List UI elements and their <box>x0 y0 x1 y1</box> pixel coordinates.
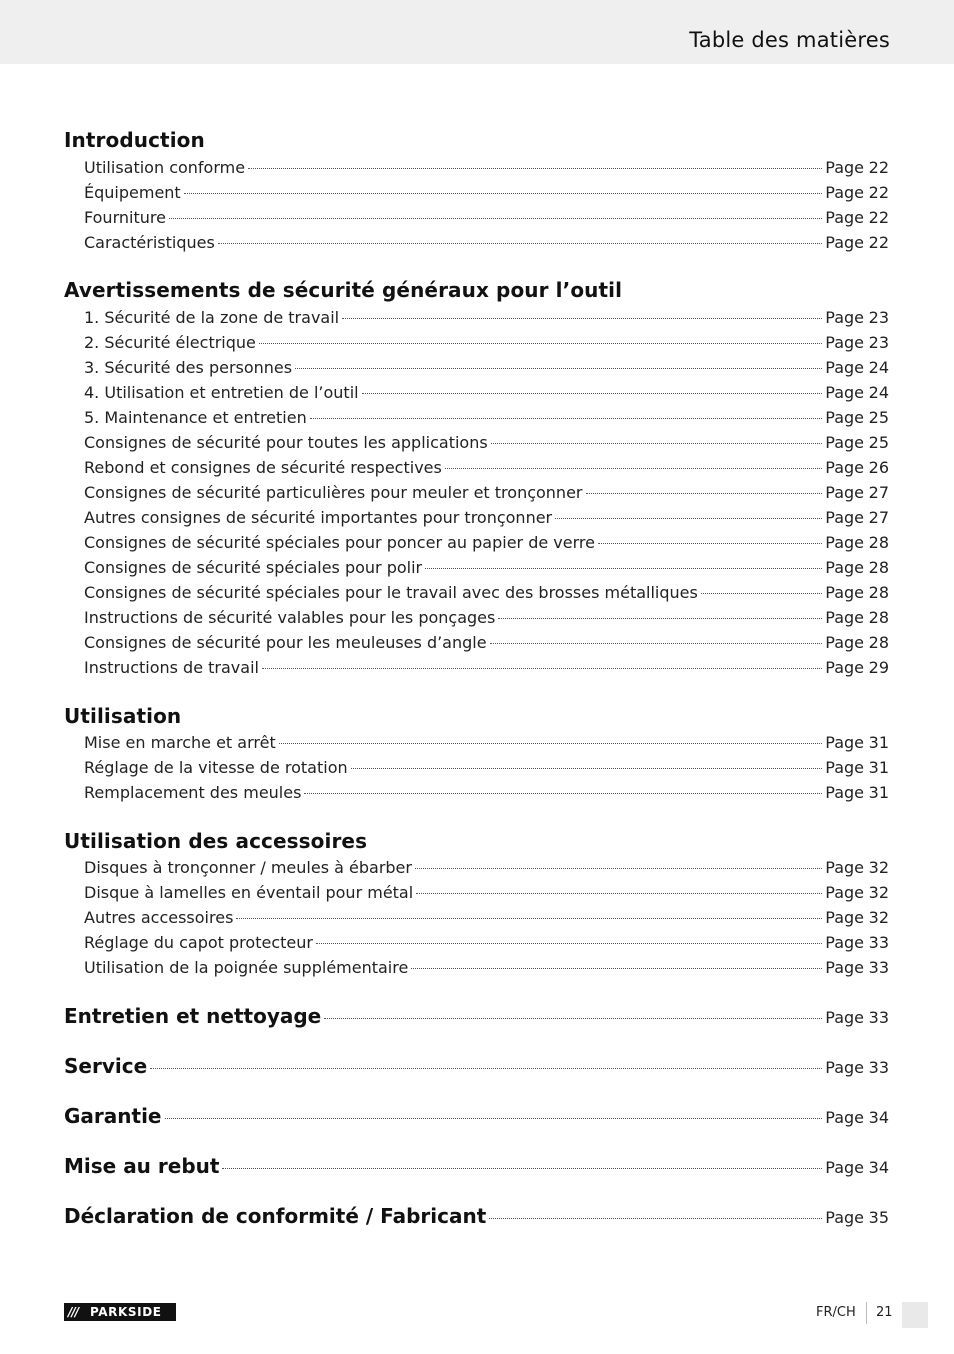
toc-entry-page <box>825 605 889 630</box>
parkside-logo <box>64 1303 176 1321</box>
page-num: 28 <box>868 558 889 577</box>
toc-entry-label: Autres consignes de sécurité importantes pour tronçonner <box>84 508 553 527</box>
toc-entry-label: Consignes de sécurité particulières pour meuler et tronçonner <box>84 483 583 502</box>
toc-entry-label: Instructions de travail <box>84 658 259 677</box>
page-num: 31 <box>868 783 889 802</box>
page-word: Page <box>825 958 864 977</box>
toc-entry-page <box>825 905 889 930</box>
toc-entry-page <box>825 630 889 655</box>
toc-entry[interactable] <box>84 780 889 805</box>
toc-entry-label: Disque à lamelles en éventail pour métal <box>84 883 414 902</box>
toc-entry[interactable] <box>84 205 889 230</box>
toc-entry[interactable] <box>84 405 889 430</box>
dot-leader <box>236 918 822 919</box>
dot-leader <box>498 618 822 619</box>
toc-entry[interactable] <box>84 330 889 355</box>
toc-entry[interactable] <box>84 530 889 555</box>
dot-leader <box>324 1018 822 1019</box>
toc-entry-label: Réglage du capot protecteur <box>84 933 313 952</box>
toc-entry-page <box>825 955 889 980</box>
page-num: 29 <box>868 658 889 677</box>
page-num: 25 <box>868 433 889 452</box>
toc-entry-label: Caractéristiques <box>84 233 215 252</box>
page-num: 33 <box>868 1058 889 1077</box>
page-word: Page <box>825 408 864 427</box>
dot-leader <box>351 768 823 769</box>
page-num: 33 <box>868 1008 889 1027</box>
page-word: Page <box>825 658 864 677</box>
page-num: 28 <box>868 533 889 552</box>
dot-leader <box>491 443 823 444</box>
dot-leader <box>222 1168 822 1169</box>
page-num: 31 <box>868 733 889 752</box>
toc-entry-page <box>825 1053 889 1083</box>
toc-entry[interactable] <box>84 955 889 980</box>
toc-entry[interactable] <box>84 605 889 630</box>
toc-entry[interactable] <box>84 430 889 455</box>
dot-leader <box>310 418 823 419</box>
toc-entry-page <box>825 355 889 380</box>
dot-leader <box>248 168 822 169</box>
page-word: Page <box>825 483 864 502</box>
toc-entry-label: Utilisation conforme <box>84 158 246 177</box>
toc-entry-label: Consignes de sécurité pour toutes les applications <box>84 433 488 452</box>
page-num: 24 <box>868 383 889 402</box>
toc-section-entry[interactable] <box>64 1001 889 1031</box>
toc-entry-label: 4. Utilisation et entretien de l’outil <box>84 383 359 402</box>
page-num: 22 <box>868 158 889 177</box>
page-num: 28 <box>868 608 889 627</box>
page-num: 28 <box>868 583 889 602</box>
dot-leader <box>316 943 822 944</box>
page-word: Page <box>825 1008 864 1027</box>
page-num: 28 <box>868 633 889 652</box>
toc-entry-label: Mise au rebut <box>64 1154 220 1178</box>
toc-entry-label: 5. Maintenance et entretien <box>84 408 307 427</box>
toc-entry-page <box>825 455 889 480</box>
page-num: 34 <box>868 1108 889 1127</box>
toc-entry-page <box>825 230 889 255</box>
dot-leader <box>342 318 822 319</box>
dot-leader <box>295 368 822 369</box>
toc-entry-page <box>825 380 889 405</box>
toc-entry-label: Réglage de la vitesse de rotation <box>84 758 348 777</box>
section-heading: Utilisation <box>64 704 182 728</box>
page-word: Page <box>825 233 864 252</box>
toc-entry-label: 2. Sécurité électrique <box>84 333 256 352</box>
dot-leader <box>411 968 822 969</box>
page-word: Page <box>825 558 864 577</box>
section-heading: Avertissements de sécurité généraux pour l’outil <box>64 278 623 302</box>
section-heading: Utilisation des accessoires <box>64 829 368 853</box>
language-code: FR/CH <box>816 1305 856 1320</box>
dot-leader <box>425 568 822 569</box>
toc-entry-page <box>825 405 889 430</box>
dot-leader <box>150 1068 822 1069</box>
page-word: Page <box>825 1108 864 1127</box>
page-num: 22 <box>868 233 889 252</box>
toc-entry-label: Remplacement des meules <box>84 783 302 802</box>
toc-entry-page <box>825 730 889 755</box>
toc-entry-label: Équipement <box>84 183 181 202</box>
page-word: Page <box>825 908 864 927</box>
toc-entry-label: Autres accessoires <box>84 908 234 927</box>
toc-entry-label: Rebond et consignes de sécurité respectives <box>84 458 442 477</box>
page-word: Page <box>825 308 864 327</box>
page-num: 25 <box>868 408 889 427</box>
toc-entry[interactable] <box>84 480 889 505</box>
page-word: Page <box>825 333 864 352</box>
toc-entry[interactable] <box>84 755 889 780</box>
toc-entry-page <box>825 1203 889 1233</box>
toc-entry[interactable] <box>84 580 889 605</box>
toc-entry-page <box>825 330 889 355</box>
logo-brand-text: PARKSIDE <box>90 1305 162 1319</box>
page-word: Page <box>825 1158 864 1177</box>
page-word: Page <box>825 1058 864 1077</box>
toc-entry[interactable] <box>84 155 889 180</box>
toc-entry[interactable] <box>84 455 889 480</box>
toc-entry[interactable] <box>84 380 889 405</box>
toc-entry[interactable] <box>84 730 889 755</box>
page-num: 33 <box>868 958 889 977</box>
page-title: Table des matières <box>689 28 890 52</box>
dot-leader <box>598 543 822 544</box>
page-word: Page <box>825 158 864 177</box>
toc-entry[interactable] <box>84 880 889 905</box>
dot-leader <box>304 793 822 794</box>
toc-entry-page <box>825 430 889 455</box>
toc-entry-page <box>825 655 889 680</box>
toc-entry[interactable] <box>84 655 889 680</box>
toc-section-entry[interactable] <box>64 1101 889 1131</box>
page-num: 23 <box>868 308 889 327</box>
page-word: Page <box>825 208 864 227</box>
page-num: 34 <box>868 1158 889 1177</box>
toc-entry-page <box>825 755 889 780</box>
page-word: Page <box>825 458 864 477</box>
page-num: 26 <box>868 458 889 477</box>
page-num: 31 <box>868 758 889 777</box>
page-num: 35 <box>868 1208 889 1227</box>
page-num: 33 <box>868 933 889 952</box>
toc-entry-page <box>825 1153 889 1183</box>
page-word: Page <box>825 858 864 877</box>
page-word: Page <box>825 783 864 802</box>
page-number: 21 <box>876 1305 893 1320</box>
toc-entry-page <box>825 1003 889 1033</box>
dot-leader <box>259 343 822 344</box>
toc-entry-label: Consignes de sécurité spéciales pour le travail avec des brosses métalliques <box>84 583 698 602</box>
page-word: Page <box>825 633 864 652</box>
page-word: Page <box>825 183 864 202</box>
dot-leader <box>169 218 822 219</box>
toc-entry-label: Disques à tronçonner / meules à ébarber <box>84 858 412 877</box>
toc-entry-label: Déclaration de conformité / Fabricant <box>64 1204 487 1228</box>
toc-entry-page <box>825 555 889 580</box>
toc-entry[interactable] <box>84 355 889 380</box>
toc-entry-label: Consignes de sécurité spéciales pour polir <box>84 558 423 577</box>
toc-entry-label: Garantie <box>64 1104 162 1128</box>
page-word: Page <box>825 433 864 452</box>
toc-entry[interactable] <box>84 905 889 930</box>
toc-entry-page <box>825 855 889 880</box>
page-num: 32 <box>868 883 889 902</box>
page-num: 24 <box>868 358 889 377</box>
toc-entry-label: Mise en marche et arrêt <box>84 733 276 752</box>
dot-leader <box>218 243 822 244</box>
dot-leader <box>165 1118 823 1119</box>
footer-divider <box>866 1302 867 1324</box>
section-heading: Introduction <box>64 128 205 152</box>
page-num: 22 <box>868 208 889 227</box>
toc-entry-page <box>825 505 889 530</box>
toc-entry-page <box>825 1103 889 1133</box>
page-word: Page <box>825 758 864 777</box>
toc-entry[interactable] <box>84 555 889 580</box>
toc-entry-label: Entretien et nettoyage <box>64 1004 322 1028</box>
toc-section-entry[interactable] <box>64 1151 889 1181</box>
toc-entry-page <box>825 780 889 805</box>
toc-entry-page <box>825 530 889 555</box>
footer-tab-marker <box>902 1302 928 1328</box>
page-word: Page <box>825 1208 864 1227</box>
page-num: 32 <box>868 858 889 877</box>
page-num: 23 <box>868 333 889 352</box>
toc-entry-label: Consignes de sécurité pour les meuleuses d’angle <box>84 633 487 652</box>
toc-entry-label: 1. Sécurité de la zone de travail <box>84 308 340 327</box>
page-word: Page <box>825 608 864 627</box>
toc-entry-page <box>825 155 889 180</box>
toc-entry[interactable] <box>84 630 889 655</box>
dot-leader <box>701 593 822 594</box>
dot-leader <box>555 518 822 519</box>
toc-entry-page <box>825 205 889 230</box>
toc-entry-page <box>825 305 889 330</box>
toc-entry-page <box>825 180 889 205</box>
dot-leader <box>489 1218 822 1219</box>
dot-leader <box>415 868 822 869</box>
toc-entry-label: 3. Sécurité des personnes <box>84 358 293 377</box>
dot-leader <box>262 668 822 669</box>
toc-entry-page <box>825 480 889 505</box>
page-num: 32 <box>868 908 889 927</box>
toc-entry-label: Fourniture <box>84 208 166 227</box>
toc-entry-label: Service <box>64 1054 148 1078</box>
page-num: 27 <box>868 508 889 527</box>
toc-entry[interactable] <box>84 930 889 955</box>
page-word: Page <box>825 733 864 752</box>
toc-entry[interactable] <box>84 505 889 530</box>
toc-entry[interactable] <box>84 855 889 880</box>
dot-leader <box>416 893 822 894</box>
dot-leader <box>362 393 823 394</box>
dot-leader <box>445 468 822 469</box>
toc-entry-label: Utilisation de la poignée supplémentaire <box>84 958 409 977</box>
toc-entry-page <box>825 930 889 955</box>
toc-entry-label: Instructions de sécurité valables pour les ponçages <box>84 608 496 627</box>
page-num: 27 <box>868 483 889 502</box>
dot-leader <box>184 193 823 194</box>
page-word: Page <box>825 883 864 902</box>
page-word: Page <box>825 358 864 377</box>
toc-section-entry[interactable] <box>64 1051 889 1081</box>
toc-section-entry[interactable] <box>64 1201 889 1231</box>
toc-entry-page <box>825 880 889 905</box>
toc-entry[interactable] <box>84 305 889 330</box>
page-word: Page <box>825 508 864 527</box>
page-word: Page <box>825 933 864 952</box>
page-num: 22 <box>868 183 889 202</box>
dot-leader <box>279 743 823 744</box>
dot-leader <box>586 493 823 494</box>
page-word: Page <box>825 383 864 402</box>
toc-entry[interactable] <box>84 230 889 255</box>
page-word: Page <box>825 533 864 552</box>
toc-entry-page <box>825 580 889 605</box>
logo-stripes-icon: /// <box>68 1305 79 1319</box>
dot-leader <box>490 643 823 644</box>
toc-entry[interactable] <box>84 180 889 205</box>
toc-entry-label: Consignes de sécurité spéciales pour poncer au papier de verre <box>84 533 595 552</box>
page-word: Page <box>825 583 864 602</box>
